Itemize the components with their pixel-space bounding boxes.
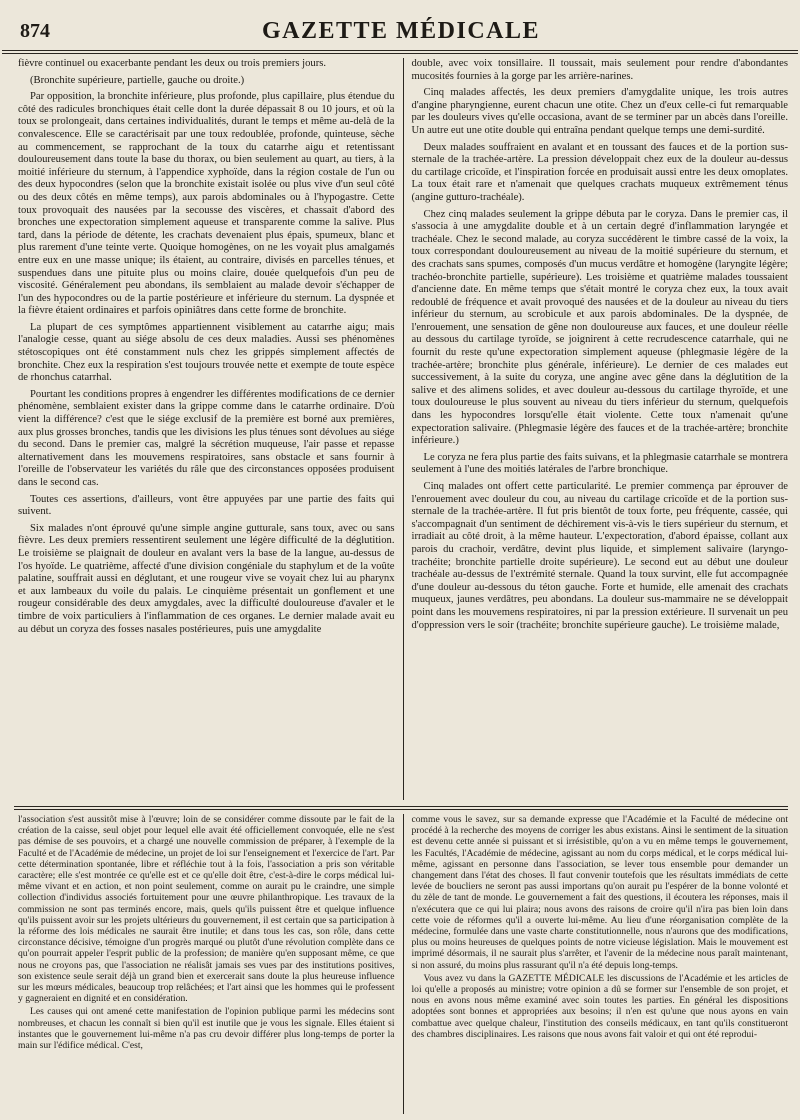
header-rule bbox=[2, 53, 798, 54]
paragraph: Deux malades souffraient en avalant et en toussant des fauces et de la portion sus-sternale de la trachée-artère. La pression développait chez eux de la douleur au-dessus du cartilage cricoïde, et l'inspiration forcée en produisait aussi entre les deux omoplates. La toux était rare et n'amenait que quelques crachats muqueux extrêmement ténus (angine gutturo-trachéale). bbox=[411, 141, 788, 203]
feuilleton-section bbox=[18, 814, 788, 1114]
paragraph: Pourtant les conditions propres à engendrer les différentes modifications de ce dernier phénomène, semblaient exister dans la grippe comme dans le catarrhe ordinaire. D'où vient la différence? c'est que le siége exclusif de la première est borné aux premières, aux plus grosses bronches, tandis que les divisions les plus ténues sont dévolues au siége du second. Dans le premier cas, malgré la sécrétion muqueuse, l'air passe et repasse alternativement dans les mouvemens respiratoires, sans obstacle et sans fournir à l'oreille de l'observateur les variétés du râle que des circonstances opposées produisent dans le second cas. bbox=[18, 388, 395, 488]
feuilleton-column-right bbox=[404, 814, 789, 1114]
paragraph: Six malades n'ont éprouvé qu'une simple angine gutturale, sans toux, avec ou sans fièvre. Les deux premiers ressentirent seulement une légère difficulté de la déglutition. Le troisième se plaignait de douleur en avalant vers la base de la langue, au-dessus de l'os hyoïde. Le quatrième, affecté d'une division congéniale du staphylum et de la voûte palatine, souffrait aussi en déglutant, et une rougeur vive se voyait chez lui au pharynx et aux lambeaux du voile du palais. Le cinquième présentait un gonflement et une rougeur considérable des deux amygdales, avec la difficulté douloureuse d'avaler et le timbre de voix particuliers à l'inflammation de ces organes. Le dernier malade avait eu au début un coryza des fosses nasales postérieures, puis une amygdalite bbox=[18, 522, 395, 635]
paragraph: Les causes qui ont amené cette manifestation de l'opinion publique parmi les médecins sont nombreuses, et chacun les connaît si bien qu'il est inutile que je vous les signale. Elles étaient si instantes que le gouvernement lui-même n'a pas cru devoir différer plus long-temps de porter la main sur l'édifice médical. C'est, bbox=[18, 1006, 395, 1052]
paragraph: (Bronchite supérieure, partielle, gauche ou droite.) bbox=[30, 74, 245, 86]
paragraph: fièvre continuel ou exacerbante pendant les deux ou trois premiers jours. bbox=[18, 58, 326, 69]
paragraph: La plupart de ces symptômes appartiennent visiblement au catarrhe aigu; mais l'analogie cesse, quant au siége absolu de ces deux maladies. Aussi ses phénomènes stétoscopiques ont été constamment nuls chez les grippés simplement affectés de bronchite. Chez eux la respiration s'est toujours trouvée nette et exempte de toute espèce de rhonchus catarrhal. bbox=[18, 321, 395, 384]
paragraph: Par opposition, la bronchite inférieure, plus profonde, plus capillaire, plus étendue du côté des radicules bronchiques était celle dont la durée dépassait 8 ou 10 jours, et où la toux se prolongeait, dans certaines individualités, durant le temps et même au-delà de la convalescence. Elle se caractérisait par une toux redoublée, profonde, quinteuse, sèche au commencement, se rapprochant de la toux du catarrhe aigu et retentissant douloureusement dans toute la base du thorax, ou bien seulement au quart, au tiers, à la moitié inférieure du sternum, à l'appendice xyphoïde, dans la région costale de l'un ou des deux hypocondres (selon que la bronchite existait isolée ou plus vive d'un seul côté ou des deux côtés en même temps), aux parois abdominales ou à l'hypogastre. Cette toux provoquait des nausées par la secousse des viscères, et chassait d'abord des bronches une expectoration simplement aqueuse et transparente comme la salive. Plus tard, dans la période de détente, les crachats devenaient plus épais, spumeux, blanc et plus rarement d'une teinte verte. Quoique homogènes, on ne les voyait plus amalgamés entre eux en une masse unique; ils étaient, au contraire, divisés en parcelles ténues, et suspendues dans une pituite plus ou moins claire, douée quelquefois d'un peu de viscosité. Généralement peu abondans, ils semblaient au malade devoir s'échapper de l'un des hypocondres ou de la partie postérieure et inférieure du sternum. La dyspnée et la fièvre étaient ordinaires et parfois opiniâtres dans cette forme de bronchite. bbox=[18, 91, 395, 317]
journal-title: GAZETTE MÉDICALE bbox=[261, 18, 541, 44]
feuilleton-rule bbox=[14, 809, 788, 810]
main-column-left bbox=[18, 58, 403, 800]
main-article bbox=[18, 58, 788, 800]
paragraph: Chez cinq malades seulement la grippe débuta par le coryza. Dans le premier cas, il s'associa à une amygdalite double et à un certain degré d'inflammation laryngée et trachéale. Chez le second malade, au coryza succédèrent le timbre cassé de la voix, la toux correspondant douloureusement au niveau de la moitié supérieure du sternum, et des crachats sans spumes, composés d'un mucus verdâtre et homogène (laryngite légère; trachéo-bronchite partielle, supérieure). Les troisième et quatrième malades toussaient d'ancienne date. En même temps que s'était montré le coryza chez eux, la toux avait redoublé de fréquence et avait provoqué des nausées et de la douleur au niveau du tiers inférieur du sternum, au scrobicule et aux parois abdominales. De la dyspnée, de l'enrouement, une sensation de gêne non douloureuse aux fauces, et une douleur réelle au dessous du cartilage tyroïde, se joignirent à cette recrudescence catarrhale, qui ne fournit du reste qu'une expectoration simplement aqueuse (phlegmasie légère de la trachée-artère; bronchite plus générale, inférieure). Le dernier de ces malades eut successivement, à la suite du coryza, une angine avec gêne dans la déglutition de la salive et des alimens solides, et avec douleur au-dessous du cartilage thyroïde, et une toux douloureuse le plus souvent au niveau du tiers inférieur du sternum, quelquefois dans les hypocondres lorsqu'elle était violente. Cette toux n'amenait qu'une expectoration salivaire. (Phlegmasie légère des fauces et de la trachée-artère; bronchite inférieure.) bbox=[411, 208, 788, 447]
feuilleton-column-left bbox=[18, 814, 403, 1114]
paragraph: l'association s'est aussitôt mise à l'œuvre; loin de se considérer comme dissoute par le fait de la création de la caisse, seul objet pour lequel elle avait été officiellement convoquée, elle ne s'est pas démise de ses pouvoirs, et a chargé une nouvelle commission de préparer, à l'exemple de la Faculté et de l'Académie de médecine, un projet de loi sur l'enseignement et l'exercice de l'art. Par cette détermination spontanée, libre et réfléchie tout à la fois, l'association a pris son véritable caractère; elle s'est montrée ce qu'elle est et ce qu'elle doit être, c'est-à-dire le corps médical lui-même vivant et en action, et non point seulement, comme on aurait pu le craindre, une simple collection d'individus associés fortuitement pour une œuvre philanthropique. Les travaux de la commission ne sont pas terminés encore, mais, quels qu'ils puissent être et quelque influence qu'ils puissent avoir sur les projets ultérieurs du gouvernement, il est certain que sa participation à la réforme des lois médicales ne saurait être inutile; et dans tous les cas, son rôle, dans cette circonstance décisive, témoigne d'un progrès marqué ou plutôt d'une révolution complète dans ce qu'on pourrait appeler l'esprit public de la profession; de manière qu'en supposant même, ce que nous ne croyons pas, que l'association ne réalisât jamais ses vues par des institutions positives, son existence seule serait déjà un grand bien et exercerait sans doute la plus heureuse influence sur les mœurs médicales, beaucoup trop relâchées; et l'art ainsi que les hommes qui le professent y gagneraient en dignité et en considération. bbox=[18, 814, 395, 1005]
header-rule bbox=[2, 50, 798, 51]
paragraph: Vous avez vu dans la GAZETTE MÉDICALE les discussions de l'Académie et les articles de loi qu'elle a proposés au ministre; votre opinion a dû se former sur l'ensemble de son projet, et nous en avons nous même examiné avec soin toutes les parties. En général les dispositions adoptées sont bonnes et appropriées aux besoins; il n'en est qu'une que nous ayons en vain combattue avec quelque chaleur, l'institution des conseils médicaux, en tant qu'ils constitueront des chambres disciplinaires. Les raisons que nous avons fait valoir et qui ont été reprodui- bbox=[411, 972, 788, 1040]
paragraph: double, avec voix tonsillaire. Il toussait, mais seulement pour rendre d'abondantes mucosités fournies à la gorge par les arrière-narines. bbox=[411, 58, 788, 82]
main-column-right bbox=[404, 58, 789, 800]
paragraph: Toutes ces assertions, d'ailleurs, vont être appuyées par une partie des faits qui suivent. bbox=[18, 493, 395, 518]
paragraph: comme vous le savez, sur sa demande expresse que l'Académie et la Faculté de médecine ont procédé à la recherche des moyens de corriger les abus existans. Ainsi le sentiment de la situation est devenu cette année si puissant et si irrésistible, qu'on a vu en même temps le gouvernement, les Facultés, l'Académie de médecine, agissant au nom du corps médical, et le corps médical lui-même, agissant en personne dans l'association, se lever tous ensemble pour demander un changement dans l'état des choses. Il faut convenir toutefois que les résultats immédiats de cette levée de boucliers ne seront pas aussi importans qu'on aurait pu l'espérer de la bonne volonté et du zèle de tant de monde. Le gouvernement a fait des questions, il écoutera les réponses, mais il n'exécutera que ce qui lui plaira; nous avons des raisons de croire qu'il n'ira pas bien loin dans cette voie de réformes qu'il a ouverte lui-même. Au lieu d'une réorganisation complète de la médecine, formulée dans une vaste charte constitutionnelle, nous n'aurons que des modifications, plus ou moins heureuses de quelques points de notre vicieuse législation. Mais le mouvement est imprimé désormais, il ne saurait plus s'arrêter, et l'avenir de la médecine nous paraît maintenant, si non assuré, du moins plus rassurant qu'il n'a été depuis long-temps. bbox=[411, 814, 788, 971]
page-number: 874 bbox=[20, 20, 50, 42]
page-header bbox=[14, 0, 788, 46]
paragraph: Le coryza ne fera plus partie des faits suivans, et la phlegmasie catarrhale se montrera seulement à l'une des moitiés latérales de l'arbre bronchique. bbox=[411, 451, 788, 476]
feuilleton-rule bbox=[14, 806, 788, 807]
paragraph: Cinq malades affectés, les deux premiers d'amygdalite unique, les trois autres d'angine pharyngienne, eurent chacun une otite. Chez un d'eux celle-ci fut remarquable par les douleurs vives qu'elle occasiona, avant de se terminer par un abcès dans l'oreille. Un autre eut une otite double qui entraîna pendant quelque temps une demi-surdité. bbox=[411, 87, 788, 136]
paragraph: Cinq malades ont offert cette particularité. Le premier commença par éprouver de l'enrouement avec douleur du cou, au niveau du cartilage cricoïde et de la portion sus-sternale de la trachée-artère. Il fut pris bientôt de toux forte, peu fréquente, cassée, qui s'accompagnait d'un sentiment de déchirement vis-à-vis le tiers supérieur du sternum, et irradiait au côté droit, à la même hauteur. L'expectoration, d'abord épaisse, collant aux parois du crachoir, verdâtre, devint plus liquide, et simplement salivaire (laryngo-trachéite; bronchite partielle droite supérieure). Le second eut au début une douleur trachéale au-dessus de l'extrémité sternale. Quand la toux survint, elle fut accompagnée d'une douleur au-dessous du téton gauche. Forte et humide, elle amenait des crachats muqueux, jaunes verdâtres, peu abondans. La douleur sus-mammaire ne se développait point dans les mouvemens respiratoires, ni par la pression extérieure. Il survenait un peu d'oppression vers le soir (trachéite; bronchite supérieure gauche). Le troisième malade, bbox=[411, 481, 788, 631]
